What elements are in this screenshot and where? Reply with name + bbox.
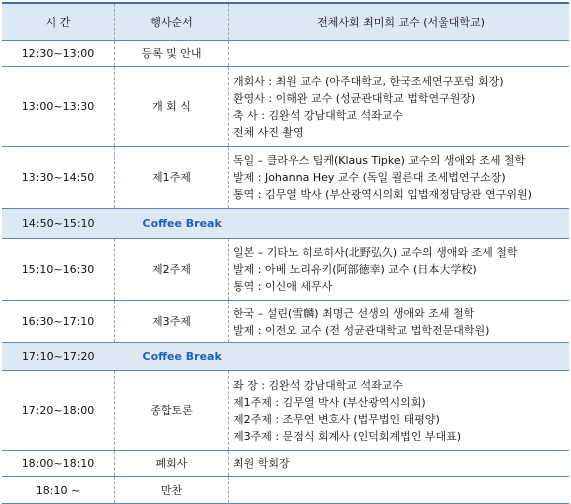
description-line: 제3주제 : 문점식 회계사 (인덕회계법인 부대표) — [233, 429, 462, 443]
time-cell: 13:00~13:30 — [2, 67, 115, 147]
header-desc: 전체사회 최미희 교수 (서울대학교) — [229, 3, 570, 41]
time-cell: 17:10~17:20 — [2, 343, 115, 371]
coffee-break-label: Coffee Break — [115, 343, 570, 371]
table-header-row — [2, 3, 569, 41]
order-cell: 개 회 식 — [115, 67, 229, 147]
description-line: 통역 : 이신애 세무사 — [233, 280, 333, 293]
order-cell: 제1주제 — [115, 147, 229, 209]
description-line: 최원 학회장 — [233, 457, 290, 470]
coffee-break-label: Coffee Break — [115, 209, 570, 239]
time-cell: 14:50~15:10 — [2, 209, 115, 239]
header-time: 시 간 — [2, 3, 115, 41]
schedule-table — [2, 2, 569, 504]
break-row — [2, 343, 569, 371]
description-line: 발제 : 이전오 교수 (전 성균관대학교 법학전문대학원) — [233, 323, 490, 337]
description-line: 제1주제 : 김무열 박사 (부산광역시의회) — [233, 395, 426, 409]
description-cell — [229, 41, 570, 67]
order-cell: 폐회사 — [115, 451, 229, 477]
table-row — [2, 147, 569, 209]
table-row — [2, 371, 569, 451]
description-line: 통역 : 김무열 박사 (부산광역시의회 입법재정담당관 연구위원) — [233, 188, 532, 201]
time-cell: 17:20~18:00 — [2, 371, 115, 451]
description-line: 축 사 : 김완석 강남대학교 석좌교수 — [233, 108, 403, 122]
order-cell: 제3주제 — [115, 301, 229, 343]
time-cell: 18:00~18:10 — [2, 451, 115, 477]
break-row — [2, 209, 569, 239]
description-cell — [229, 67, 570, 147]
description-cell — [229, 371, 570, 451]
description-line: 발제 : Johanna Hey 교수 (독일 쾰른대 조세법연구소장) — [233, 171, 506, 184]
description-cell — [229, 301, 570, 343]
schedule-body — [2, 41, 569, 504]
table-row — [2, 451, 569, 477]
table-row — [2, 477, 569, 504]
table-row — [2, 41, 569, 67]
description-line: 개회사 : 최원 교수 (아주대학교, 한국조세연구포럼 회장) — [233, 74, 504, 88]
description-cell — [229, 147, 570, 209]
table-row — [2, 301, 569, 343]
time-cell: 13:30~14:50 — [2, 147, 115, 209]
description-line: 전체 사진 촬영 — [233, 125, 304, 139]
description-line: 발제 : 아베 노리유키(阿部徳幸) 교수 (日本大学校) — [233, 263, 477, 276]
description-cell — [229, 239, 570, 301]
description-line: 좌 장 : 김완석 강남대학교 석좌교수 — [233, 378, 403, 392]
description-cell — [229, 477, 570, 504]
table-row — [2, 67, 569, 147]
order-cell: 제2주제 — [115, 239, 229, 301]
order-cell: 종합토론 — [115, 371, 229, 451]
time-cell: 12:30~13:00 — [2, 41, 115, 67]
order-cell: 등록 및 안내 — [115, 41, 229, 67]
time-cell: 18:10 ~ — [2, 477, 115, 504]
time-cell: 15:10~16:30 — [2, 239, 115, 301]
header-order: 행사순서 — [115, 3, 229, 41]
description-line: 한국 – 설린(雪麟) 최명근 선생의 생애와 조세 철학 — [233, 306, 475, 320]
description-cell — [229, 451, 570, 477]
time-cell: 16:30~17:10 — [2, 301, 115, 343]
description-line: 제2주제 : 조무연 변호사 (법무법인 태평양) — [233, 412, 440, 426]
description-line: 독일 – 클라우스 팁케(Klaus Tipke) 교수의 생애와 조세 철학 — [233, 154, 526, 167]
description-line: 환영사 : 이해완 교수 (성균관대학교 법학연구원장) — [233, 91, 476, 105]
table-row — [2, 239, 569, 301]
description-line: 일본 – 기타노 히로히사(北野弘久) 교수의 생애와 조세 철학 — [233, 246, 518, 259]
order-cell: 만찬 — [115, 477, 229, 504]
